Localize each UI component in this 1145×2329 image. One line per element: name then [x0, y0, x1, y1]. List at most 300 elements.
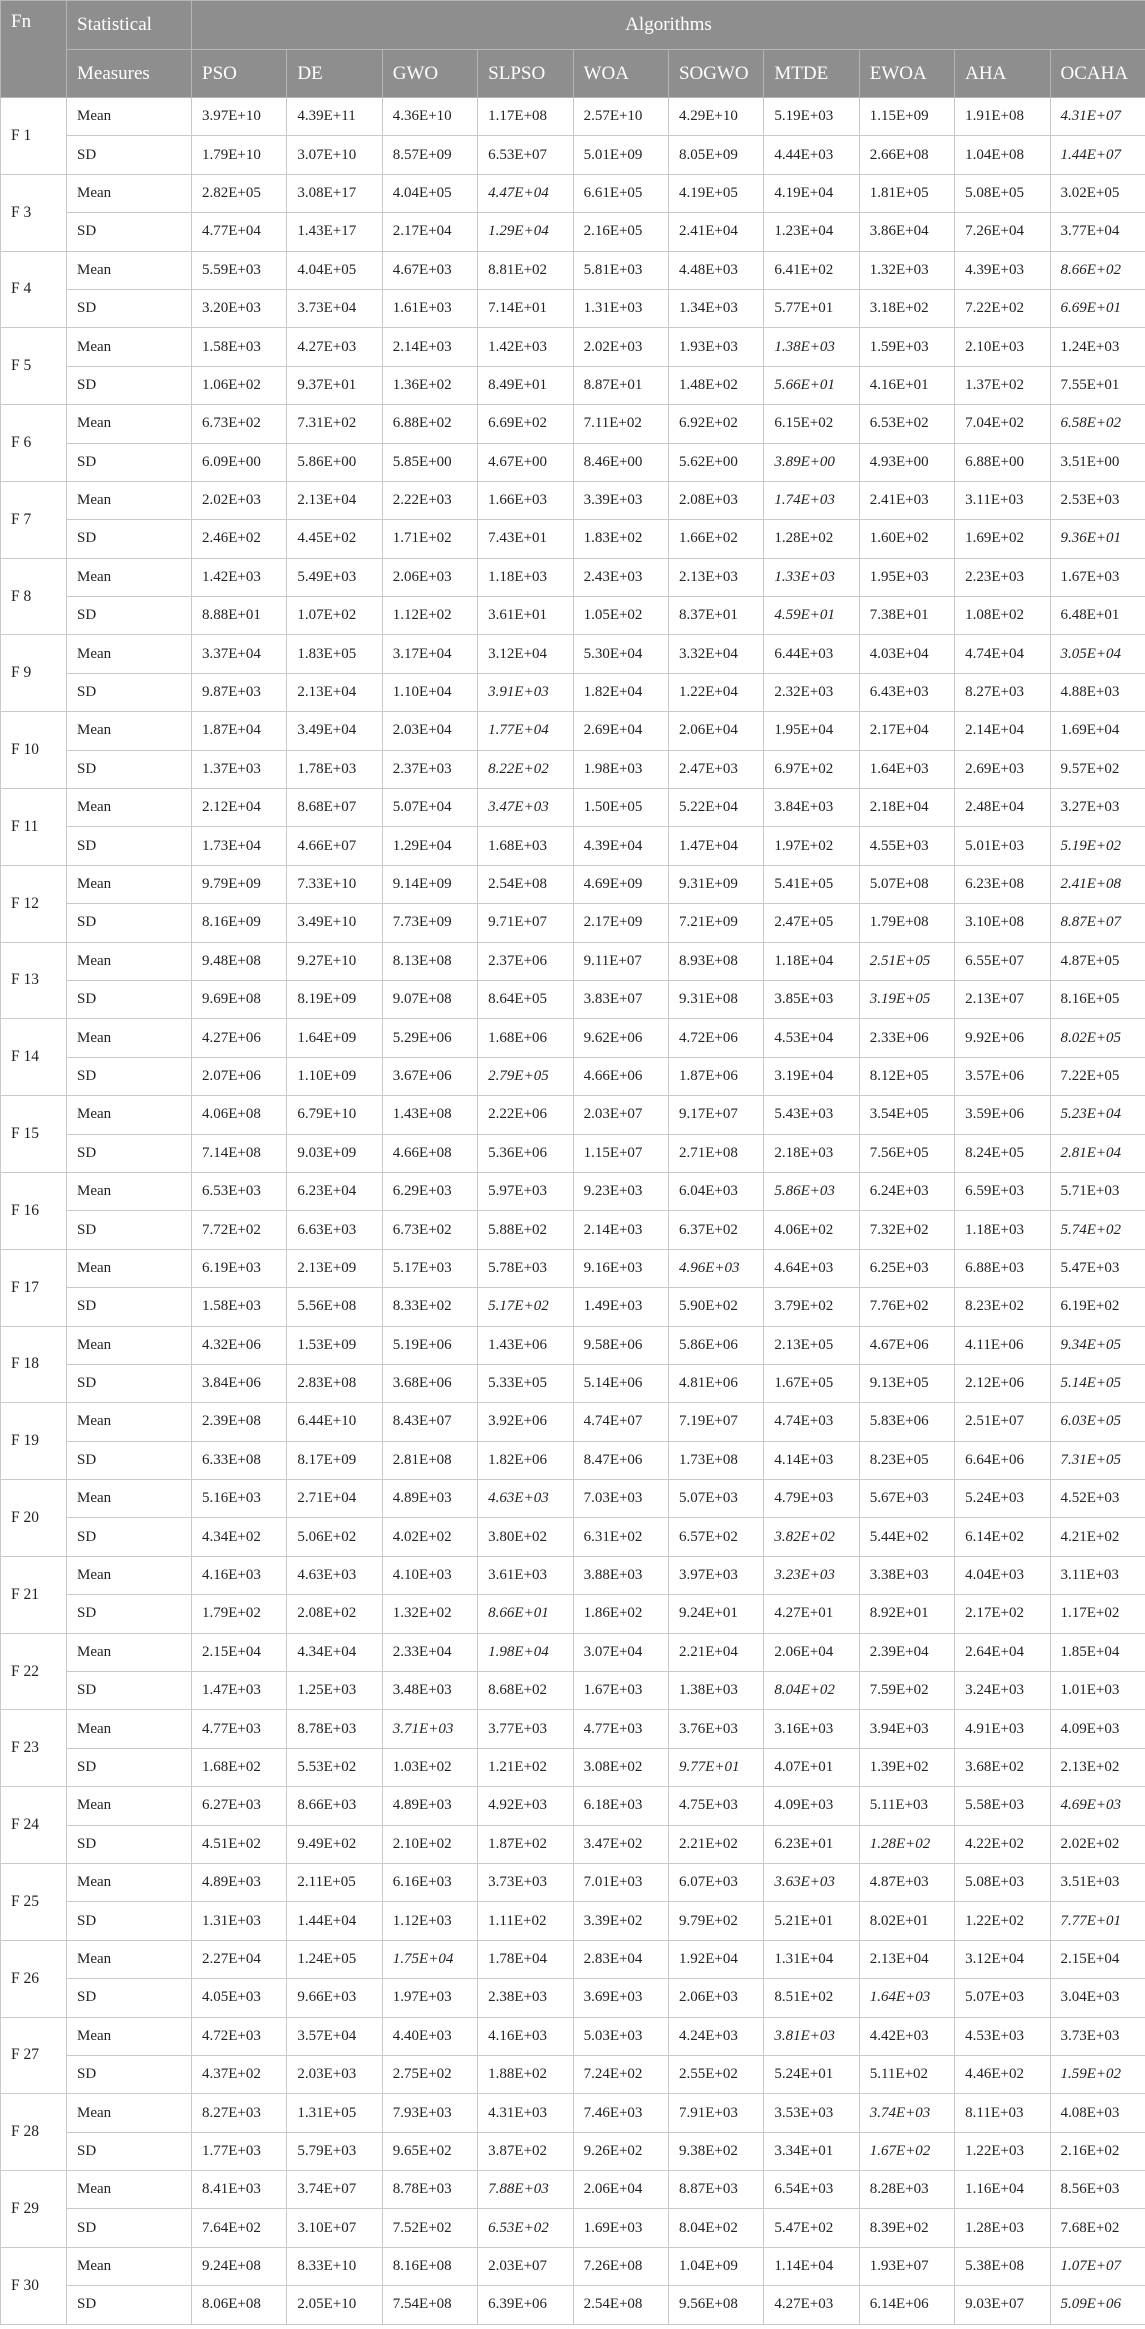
value-cell: 3.49E+10 — [287, 904, 382, 942]
value-cell: 4.77E+04 — [192, 213, 287, 251]
value-cell: 4.89E+03 — [382, 1480, 477, 1518]
value-cell: 1.83E+02 — [573, 520, 668, 558]
value-cell: 4.67E+00 — [478, 443, 573, 481]
measure-label: Mean — [67, 2094, 192, 2132]
value-cell: 2.16E+02 — [1050, 2132, 1145, 2170]
value-cell: 4.52E+03 — [1050, 1480, 1145, 1518]
value-cell: 6.53E+02 — [859, 405, 954, 443]
function-label: F 5 — [1, 328, 67, 405]
measure-label: Mean — [67, 2171, 192, 2209]
measure-label: Mean — [67, 1863, 192, 1901]
value-cell: 9.79E+02 — [668, 1902, 763, 1940]
value-cell: 8.81E+02 — [478, 251, 573, 289]
value-cell: 8.27E+03 — [955, 673, 1050, 711]
value-cell: 6.61E+05 — [573, 174, 668, 212]
measure-label: SD — [67, 289, 192, 327]
value-cell: 2.17E+04 — [382, 213, 477, 251]
value-cell: 6.19E+02 — [1050, 1288, 1145, 1326]
function-label: F 19 — [1, 1403, 67, 1480]
value-cell: 4.06E+08 — [192, 1096, 287, 1134]
value-cell: 3.38E+03 — [859, 1556, 954, 1594]
table-row — [1, 1940, 1145, 1978]
value-cell: 2.15E+04 — [192, 1633, 287, 1671]
value-cell: 4.81E+06 — [668, 1364, 763, 1402]
value-cell: 4.34E+04 — [287, 1633, 382, 1671]
value-cell: 3.11E+03 — [1050, 1556, 1145, 1594]
value-cell: 5.78E+03 — [478, 1249, 573, 1287]
value-cell: 3.61E+03 — [478, 1556, 573, 1594]
value-cell: 8.41E+03 — [192, 2171, 287, 2209]
measure-label: SD — [67, 2055, 192, 2093]
value-cell: 4.36E+10 — [382, 98, 477, 136]
measure-label: Mean — [67, 942, 192, 980]
value-cell: 7.93E+03 — [382, 2094, 477, 2132]
value-cell: 1.24E+03 — [1050, 328, 1145, 366]
value-cell: 7.22E+02 — [955, 289, 1050, 327]
algo-header: DE — [287, 50, 382, 98]
value-cell: 8.68E+07 — [287, 789, 382, 827]
value-cell: 9.62E+06 — [573, 1019, 668, 1057]
value-cell: 9.57E+02 — [1050, 750, 1145, 788]
value-cell: 2.75E+02 — [382, 2055, 477, 2093]
value-cell: 4.64E+03 — [764, 1249, 859, 1287]
value-cell: 8.64E+05 — [478, 980, 573, 1018]
value-cell: 5.71E+03 — [1050, 1172, 1145, 1210]
table-row — [1, 750, 1145, 788]
value-cell: 3.68E+06 — [382, 1364, 477, 1402]
value-cell: 5.88E+02 — [478, 1211, 573, 1249]
value-cell: 2.17E+09 — [573, 904, 668, 942]
table-row — [1, 1672, 1145, 1710]
measure-label: Mean — [67, 481, 192, 519]
value-cell: 2.47E+03 — [668, 750, 763, 788]
value-cell: 8.16E+08 — [382, 2247, 477, 2285]
table-row — [1, 1595, 1145, 1633]
value-cell: 2.13E+09 — [287, 1249, 382, 1287]
value-cell: 1.04E+08 — [955, 136, 1050, 174]
value-cell: 7.21E+09 — [668, 904, 763, 942]
value-cell: 1.22E+02 — [955, 1902, 1050, 1940]
value-cell: 6.14E+02 — [955, 1518, 1050, 1556]
table-row — [1, 789, 1145, 827]
value-cell: 8.37E+01 — [668, 597, 763, 635]
value-cell: 3.27E+03 — [1050, 789, 1145, 827]
value-cell: 4.32E+06 — [192, 1326, 287, 1364]
function-label: F 26 — [1, 1940, 67, 2017]
value-cell: 2.14E+04 — [955, 712, 1050, 750]
value-cell: 1.34E+03 — [668, 289, 763, 327]
value-cell: 9.17E+07 — [668, 1096, 763, 1134]
value-cell: 1.59E+02 — [1050, 2055, 1145, 2093]
table-row — [1, 1172, 1145, 1210]
measure-label: SD — [67, 2209, 192, 2247]
value-cell: 3.71E+03 — [382, 1710, 477, 1748]
value-cell: 5.74E+02 — [1050, 1211, 1145, 1249]
value-cell: 9.16E+03 — [573, 1249, 668, 1287]
value-cell: 9.31E+09 — [668, 865, 763, 903]
value-cell: 6.18E+03 — [573, 1787, 668, 1825]
value-cell: 2.08E+02 — [287, 1595, 382, 1633]
value-cell: 6.69E+01 — [1050, 289, 1145, 327]
measure-label: Mean — [67, 789, 192, 827]
value-cell: 5.47E+02 — [764, 2209, 859, 2247]
value-cell: 3.77E+04 — [1050, 213, 1145, 251]
value-cell: 1.29E+04 — [478, 213, 573, 251]
value-cell: 3.39E+03 — [573, 481, 668, 519]
value-cell: 1.32E+02 — [382, 1595, 477, 1633]
measure-label: SD — [67, 520, 192, 558]
measure-label: SD — [67, 1748, 192, 1786]
value-cell: 5.67E+03 — [859, 1480, 954, 1518]
value-cell: 2.13E+04 — [859, 1940, 954, 1978]
measure-label: SD — [67, 673, 192, 711]
function-label: F 20 — [1, 1480, 67, 1557]
value-cell: 8.12E+05 — [859, 1057, 954, 1095]
value-cell: 6.53E+07 — [478, 136, 573, 174]
function-label: F 27 — [1, 2017, 67, 2094]
value-cell: 2.15E+04 — [1050, 1940, 1145, 1978]
value-cell: 4.88E+03 — [1050, 673, 1145, 711]
value-cell: 3.85E+03 — [764, 980, 859, 1018]
value-cell: 3.34E+01 — [764, 2132, 859, 2170]
value-cell: 7.88E+03 — [478, 2171, 573, 2209]
value-cell: 8.16E+05 — [1050, 980, 1145, 1018]
value-cell: 9.38E+02 — [668, 2132, 763, 2170]
value-cell: 1.31E+03 — [192, 1902, 287, 1940]
value-cell: 3.07E+10 — [287, 136, 382, 174]
value-cell: 4.46E+02 — [955, 2055, 1050, 2093]
value-cell: 4.02E+02 — [382, 1518, 477, 1556]
measure-label: SD — [67, 1288, 192, 1326]
value-cell: 3.77E+03 — [478, 1710, 573, 1748]
value-cell: 1.71E+02 — [382, 520, 477, 558]
value-cell: 6.07E+03 — [668, 1863, 763, 1901]
value-cell: 4.47E+04 — [478, 174, 573, 212]
value-cell: 7.14E+08 — [192, 1134, 287, 1172]
table-row — [1, 2055, 1145, 2093]
value-cell: 1.67E+05 — [764, 1364, 859, 1402]
value-cell: 8.22E+02 — [478, 750, 573, 788]
table-row — [1, 481, 1145, 519]
function-label: F 9 — [1, 635, 67, 712]
value-cell: 4.11E+06 — [955, 1326, 1050, 1364]
value-cell: 5.83E+06 — [859, 1403, 954, 1441]
value-cell: 3.20E+03 — [192, 289, 287, 327]
value-cell: 1.69E+03 — [573, 2209, 668, 2247]
value-cell: 6.92E+02 — [668, 405, 763, 443]
function-label: F 28 — [1, 2094, 67, 2171]
value-cell: 5.49E+03 — [287, 558, 382, 596]
value-cell: 1.39E+02 — [859, 1748, 954, 1786]
value-cell: 6.43E+03 — [859, 673, 954, 711]
value-cell: 3.94E+03 — [859, 1710, 954, 1748]
value-cell: 4.87E+03 — [859, 1863, 954, 1901]
value-cell: 1.42E+03 — [478, 328, 573, 366]
value-cell: 3.16E+03 — [764, 1710, 859, 1748]
value-cell: 7.26E+04 — [955, 213, 1050, 251]
value-cell: 2.22E+03 — [382, 481, 477, 519]
value-cell: 1.01E+03 — [1050, 1672, 1145, 1710]
value-cell: 1.48E+02 — [668, 366, 763, 404]
value-cell: 1.82E+04 — [573, 673, 668, 711]
table-header — [1, 1, 1145, 98]
value-cell: 1.36E+02 — [382, 366, 477, 404]
value-cell: 4.39E+03 — [955, 251, 1050, 289]
value-cell: 3.17E+04 — [382, 635, 477, 673]
table-row — [1, 1364, 1145, 1402]
value-cell: 4.87E+05 — [1050, 942, 1145, 980]
value-cell: 1.31E+04 — [764, 1940, 859, 1978]
value-cell: 3.37E+04 — [192, 635, 287, 673]
value-cell: 1.79E+02 — [192, 1595, 287, 1633]
measure-label: Mean — [67, 1787, 192, 1825]
value-cell: 6.23E+01 — [764, 1825, 859, 1863]
value-cell: 5.17E+03 — [382, 1249, 477, 1287]
value-cell: 4.89E+03 — [192, 1863, 287, 1901]
value-cell: 2.06E+04 — [668, 712, 763, 750]
value-cell: 2.06E+03 — [382, 558, 477, 596]
value-cell: 3.68E+02 — [955, 1748, 1050, 1786]
value-cell: 7.24E+02 — [573, 2055, 668, 2093]
value-cell: 9.36E+01 — [1050, 520, 1145, 558]
value-cell: 8.78E+03 — [382, 2171, 477, 2209]
function-label: F 22 — [1, 1633, 67, 1710]
value-cell: 4.06E+02 — [764, 1211, 859, 1249]
value-cell: 1.18E+04 — [764, 942, 859, 980]
function-label: F 13 — [1, 942, 67, 1019]
value-cell: 4.93E+00 — [859, 443, 954, 481]
value-cell: 3.11E+03 — [955, 481, 1050, 519]
value-cell: 4.53E+03 — [955, 2017, 1050, 2055]
value-cell: 1.22E+03 — [955, 2132, 1050, 2170]
value-cell: 2.13E+03 — [668, 558, 763, 596]
measure-label: Mean — [67, 405, 192, 443]
value-cell: 6.53E+03 — [192, 1172, 287, 1210]
value-cell: 4.16E+01 — [859, 366, 954, 404]
value-cell: 8.04E+02 — [764, 1672, 859, 1710]
value-cell: 1.07E+07 — [1050, 2247, 1145, 2285]
algo-header: SOGWO — [668, 50, 763, 98]
measure-label: SD — [67, 1211, 192, 1249]
value-cell: 4.67E+03 — [382, 251, 477, 289]
table-row — [1, 1979, 1145, 2017]
function-label: F 25 — [1, 1863, 67, 1940]
value-cell: 6.44E+03 — [764, 635, 859, 673]
value-cell: 1.95E+04 — [764, 712, 859, 750]
value-cell: 2.54E+08 — [573, 2286, 668, 2324]
value-cell: 4.89E+03 — [382, 1787, 477, 1825]
value-cell: 1.31E+03 — [573, 289, 668, 327]
value-cell: 1.83E+05 — [287, 635, 382, 673]
measure-label: Mean — [67, 1556, 192, 1594]
measure-label: SD — [67, 1979, 192, 2017]
value-cell: 2.39E+04 — [859, 1633, 954, 1671]
measure-label: Mean — [67, 251, 192, 289]
function-label: F 3 — [1, 174, 67, 251]
value-cell: 5.23E+04 — [1050, 1096, 1145, 1134]
value-cell: 6.37E+02 — [668, 1211, 763, 1249]
value-cell: 5.30E+04 — [573, 635, 668, 673]
table-row — [1, 1403, 1145, 1441]
value-cell: 9.71E+07 — [478, 904, 573, 942]
value-cell: 7.46E+03 — [573, 2094, 668, 2132]
value-cell: 5.86E+00 — [287, 443, 382, 481]
value-cell: 5.41E+05 — [764, 865, 859, 903]
value-cell: 5.90E+02 — [668, 1288, 763, 1326]
value-cell: 7.73E+09 — [382, 904, 477, 942]
value-cell: 6.79E+10 — [287, 1096, 382, 1134]
value-cell: 7.03E+03 — [573, 1480, 668, 1518]
measure-label: SD — [67, 1441, 192, 1479]
function-label: F 8 — [1, 558, 67, 635]
table-row — [1, 2094, 1145, 2132]
value-cell: 2.71E+04 — [287, 1480, 382, 1518]
value-cell: 8.27E+03 — [192, 2094, 287, 2132]
value-cell: 2.53E+03 — [1050, 481, 1145, 519]
value-cell: 9.56E+08 — [668, 2286, 763, 2324]
value-cell: 3.10E+07 — [287, 2209, 382, 2247]
value-cell: 9.24E+08 — [192, 2247, 287, 2285]
value-cell: 8.02E+01 — [859, 1902, 954, 1940]
value-cell: 4.04E+05 — [287, 251, 382, 289]
value-cell: 4.27E+06 — [192, 1019, 287, 1057]
value-cell: 1.25E+03 — [287, 1672, 382, 1710]
value-cell: 4.45E+02 — [287, 520, 382, 558]
value-cell: 2.18E+04 — [859, 789, 954, 827]
value-cell: 5.79E+03 — [287, 2132, 382, 2170]
value-cell: 2.02E+03 — [192, 481, 287, 519]
value-cell: 1.77E+03 — [192, 2132, 287, 2170]
function-label: F 7 — [1, 481, 67, 558]
value-cell: 7.68E+02 — [1050, 2209, 1145, 2247]
measure-label: Mean — [67, 558, 192, 596]
value-cell: 5.07E+03 — [955, 1979, 1050, 2017]
value-cell: 8.47E+06 — [573, 1441, 668, 1479]
value-cell: 4.27E+03 — [287, 328, 382, 366]
value-cell: 3.84E+03 — [764, 789, 859, 827]
value-cell: 4.07E+01 — [764, 1748, 859, 1786]
value-cell: 3.69E+03 — [573, 1979, 668, 2017]
value-cell: 5.03E+03 — [573, 2017, 668, 2055]
value-cell: 1.98E+04 — [478, 1633, 573, 1671]
value-cell: 1.58E+03 — [192, 328, 287, 366]
measure-label: SD — [67, 1518, 192, 1556]
function-label: F 21 — [1, 1556, 67, 1633]
value-cell: 1.17E+08 — [478, 98, 573, 136]
measure-label: Mean — [67, 1480, 192, 1518]
value-cell: 4.05E+03 — [192, 1979, 287, 2017]
value-cell: 6.54E+03 — [764, 2171, 859, 2209]
value-cell: 4.09E+03 — [1050, 1710, 1145, 1748]
value-cell: 3.79E+02 — [764, 1288, 859, 1326]
value-cell: 3.73E+03 — [1050, 2017, 1145, 2055]
value-cell: 6.73E+02 — [192, 405, 287, 443]
value-cell: 8.46E+00 — [573, 443, 668, 481]
value-cell: 4.04E+03 — [955, 1556, 1050, 1594]
value-cell: 1.28E+03 — [955, 2209, 1050, 2247]
value-cell: 2.38E+03 — [478, 1979, 573, 2017]
value-cell: 4.92E+03 — [478, 1787, 573, 1825]
measure-label: Mean — [67, 174, 192, 212]
function-label: F 10 — [1, 712, 67, 789]
value-cell: 2.47E+05 — [764, 904, 859, 942]
value-cell: 7.01E+03 — [573, 1863, 668, 1901]
value-cell: 4.75E+03 — [668, 1787, 763, 1825]
value-cell: 1.33E+03 — [764, 558, 859, 596]
value-cell: 1.68E+03 — [478, 827, 573, 865]
value-cell: 6.33E+08 — [192, 1441, 287, 1479]
value-cell: 3.19E+05 — [859, 980, 954, 1018]
value-cell: 6.97E+02 — [764, 750, 859, 788]
table-row — [1, 942, 1145, 980]
value-cell: 4.27E+03 — [764, 2286, 859, 2324]
table-row — [1, 597, 1145, 635]
value-cell: 5.47E+03 — [1050, 1249, 1145, 1287]
value-cell: 4.14E+03 — [764, 1441, 859, 1479]
value-cell: 5.66E+01 — [764, 366, 859, 404]
table-row — [1, 2171, 1145, 2209]
table-row — [1, 827, 1145, 865]
value-cell: 5.29E+06 — [382, 1019, 477, 1057]
value-cell: 5.86E+03 — [764, 1172, 859, 1210]
value-cell: 2.83E+08 — [287, 1364, 382, 1402]
value-cell: 2.66E+08 — [859, 136, 954, 174]
value-cell: 2.10E+03 — [955, 328, 1050, 366]
function-label: F 1 — [1, 98, 67, 175]
value-cell: 9.65E+02 — [382, 2132, 477, 2170]
value-cell: 4.37E+02 — [192, 2055, 287, 2093]
value-cell: 9.27E+10 — [287, 942, 382, 980]
value-cell: 1.58E+03 — [192, 1288, 287, 1326]
value-cell: 1.77E+04 — [478, 712, 573, 750]
value-cell: 1.82E+06 — [478, 1441, 573, 1479]
measure-label: SD — [67, 136, 192, 174]
value-cell: 3.76E+03 — [668, 1710, 763, 1748]
value-cell: 6.55E+07 — [955, 942, 1050, 980]
value-cell: 2.41E+08 — [1050, 865, 1145, 903]
value-cell: 2.21E+04 — [668, 1633, 763, 1671]
measure-label: SD — [67, 443, 192, 481]
value-cell: 6.53E+02 — [478, 2209, 573, 2247]
value-cell: 1.64E+03 — [859, 1979, 954, 2017]
value-cell: 1.66E+03 — [478, 481, 573, 519]
value-cell: 4.77E+03 — [192, 1710, 287, 1748]
value-cell: 1.91E+08 — [955, 98, 1050, 136]
value-cell: 1.59E+03 — [859, 328, 954, 366]
table-row — [1, 1902, 1145, 1940]
value-cell: 2.03E+03 — [287, 2055, 382, 2093]
value-cell: 2.14E+03 — [382, 328, 477, 366]
value-cell: 1.92E+04 — [668, 1940, 763, 1978]
value-cell: 1.03E+02 — [382, 1748, 477, 1786]
value-cell: 2.14E+03 — [573, 1211, 668, 1249]
value-cell: 2.03E+04 — [382, 712, 477, 750]
value-cell: 3.67E+06 — [382, 1057, 477, 1095]
value-cell: 3.63E+03 — [764, 1863, 859, 1901]
value-cell: 6.14E+06 — [859, 2286, 954, 2324]
value-cell: 8.49E+01 — [478, 366, 573, 404]
value-cell: 9.23E+03 — [573, 1172, 668, 1210]
value-cell: 1.50E+05 — [573, 789, 668, 827]
value-cell: 2.13E+07 — [955, 980, 1050, 1018]
value-cell: 8.92E+01 — [859, 1595, 954, 1633]
value-cell: 3.08E+02 — [573, 1748, 668, 1786]
value-cell: 1.47E+04 — [668, 827, 763, 865]
value-cell: 7.14E+01 — [478, 289, 573, 327]
value-cell: 4.72E+06 — [668, 1019, 763, 1057]
value-cell: 6.48E+01 — [1050, 597, 1145, 635]
value-cell: 2.82E+05 — [192, 174, 287, 212]
